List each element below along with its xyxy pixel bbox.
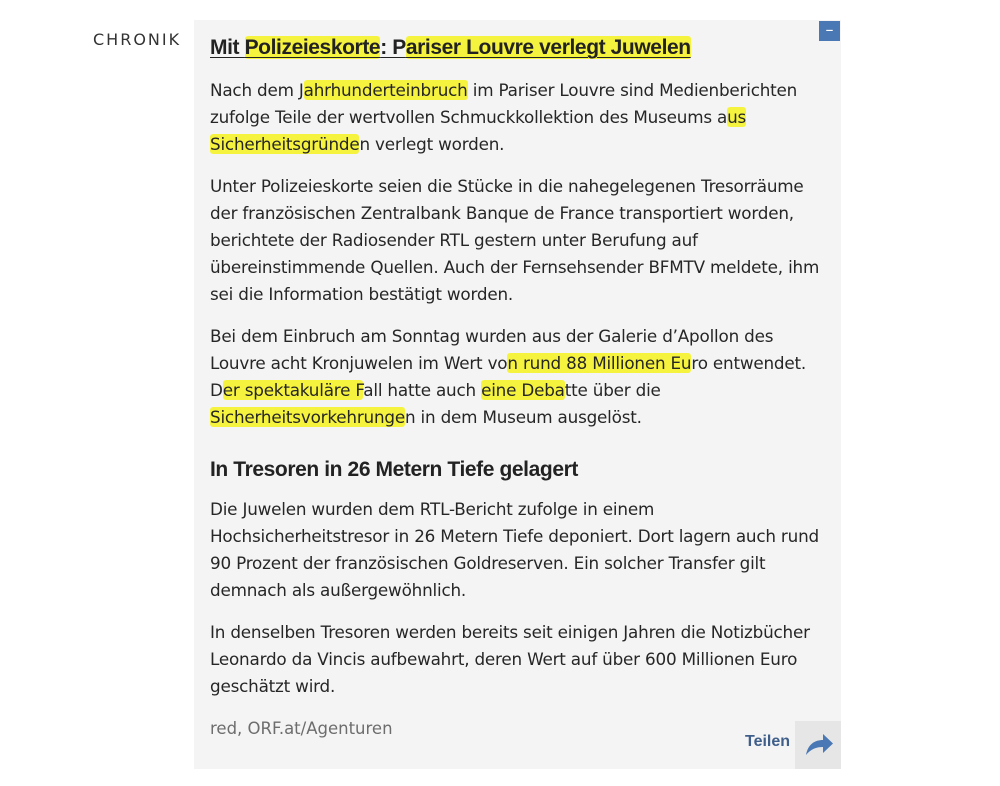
text-segment: tte über die (564, 380, 661, 400)
highlighted-text: ariser Louvre verlegt Juwelen (405, 36, 691, 59)
article-headline[interactable] (210, 34, 830, 62)
text-segment: : P (380, 36, 406, 59)
highlighted-text: us Sicherheitsgründe (210, 107, 747, 154)
article-paragraph-5: In denselben Tresoren werden bereits seit einigen Jahren die Notizbücher Leonardo da Vincis aufbewahrt, deren Wert auf über 600 Millionen Euro geschätzt wird. (210, 622, 810, 696)
share-button[interactable] (795, 721, 841, 769)
highlighted-text: er spektakuläre F (222, 380, 364, 400)
article-subheading: In Tresoren in 26 Metern Tiefe gelagert (210, 458, 578, 481)
text-segment: n in dem Museum ausgelöst. (404, 407, 642, 427)
text-segment: ro entwendet. D (210, 353, 807, 400)
article-paragraph-1 (210, 77, 830, 158)
text-segment: all hatte auch (363, 380, 482, 400)
share-label[interactable]: Teilen (745, 733, 791, 750)
text-segment: Mit (210, 36, 245, 59)
highlighted-text: eine Deba (481, 380, 565, 400)
highlighted-text: Polizeieskorte (244, 36, 381, 59)
text-segment: n verlegt worden. (359, 134, 505, 154)
share-arrow-icon (803, 731, 835, 759)
highlighted-text: ahrhunderteinbruch (303, 80, 468, 100)
text-segment: Unter Polizeieskorte seien die Stücke in die nahegelegenen Tresorräume der französischen Zentralbank Banque de France transportiert worden, berichtete der Radiosender RTL gestern unter Berufung auf übereinstimmende Quellen. Auch der Fernsehsender BFMTV meldete, ihm sei die Information bestätigt worden. (210, 176, 820, 304)
article-paragraph-2 (210, 173, 830, 308)
article-content (210, 34, 830, 741)
article-source: red, ORF.at/Agenturen (210, 719, 393, 738)
article-paragraph-4: Die Juwelen wurden dem RTL-Bericht zufolge in einem Hochsicherheitstresor in 26 Metern Tiefe deponiert. Dort lagern auch rund 90 Prozent der französischen Goldreserven. Ein solcher Transfer gilt demnach als außergewöhnlich. (210, 499, 819, 600)
text-segment: Nach dem J (210, 80, 304, 100)
collapse-button[interactable]: – (819, 21, 840, 41)
highlighted-text: n rund 88 Millionen Eu (507, 353, 692, 373)
text-segment: im Pariser Louvre sind Medienberichten zufolge Teile der wertvollen Schmuckkollektion des Museums a (210, 80, 798, 127)
highlighted-text: Sicherheitsvorkehrunge (210, 407, 405, 427)
text-segment: Bei dem Einbruch am Sonntag wurden aus der Galerie d’Apollon des Louvre acht Kronjuwelen im Wert vo (210, 326, 774, 373)
section-label: CHRONIK (93, 30, 182, 49)
article-paragraph-3 (210, 323, 830, 431)
